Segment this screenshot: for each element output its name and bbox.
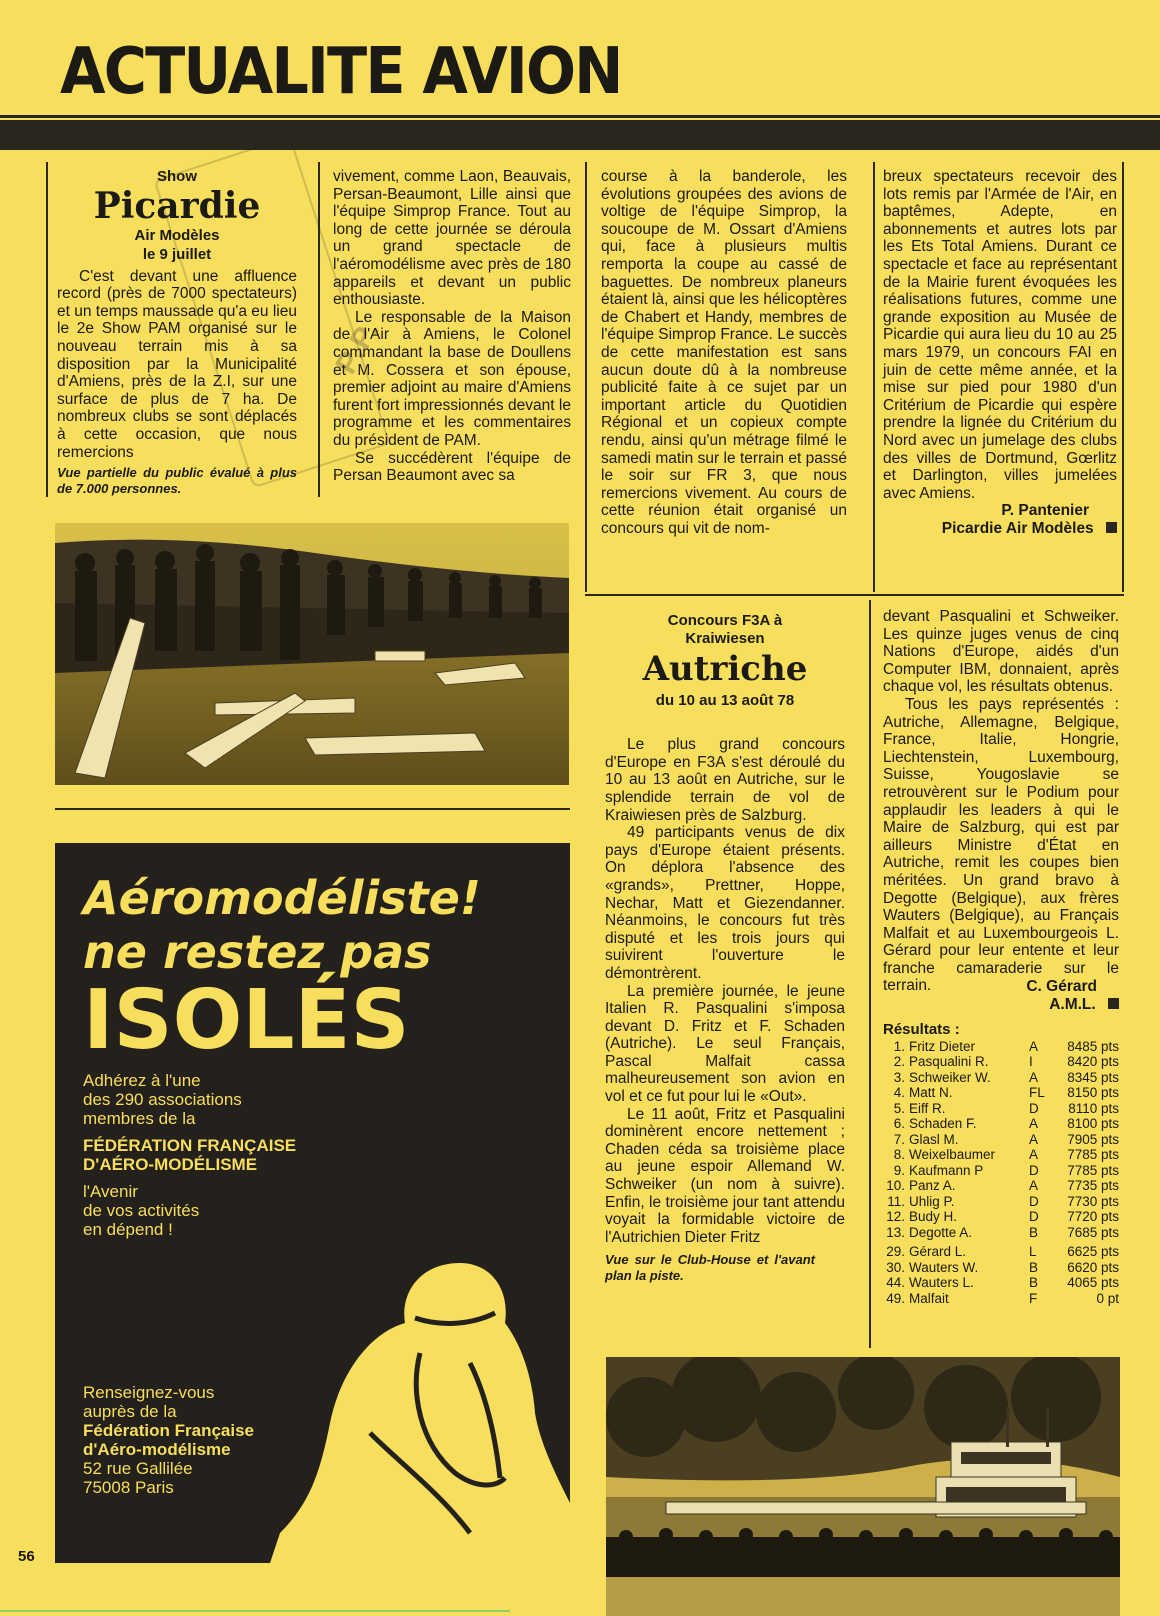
column-divider bbox=[873, 162, 875, 592]
results-rank: 3. bbox=[893, 1069, 905, 1085]
article2-paragraph: Le 11 août, Fritz et Pasqualini dominèrent encore nettement ; Chaden céda sa troisième place au jeune espoir Allemand W. Schweiker (un nom à suivre). Enfin, le troisième jour tant attendu voyait la formidable victoire de l'Autrichien Dieter Fritz bbox=[605, 1105, 845, 1246]
results-rank: 49. bbox=[886, 1290, 905, 1306]
ad-federation-name: D'AÉRO-MODÉLISME bbox=[83, 1155, 258, 1174]
results-country: A bbox=[1029, 1116, 1039, 1132]
article1-paragraph: breux spectateurs recevoir des lots remis par l'Armée de l'Air, en baptêmes, Adepte, en abonnements et autres lots par les Ets Total Amiens. Durant ce spectacle et face au représentant de la Mairie furent évoquées les réalisations futures, comme une grande exposition au Musée de Picardie qui aura lieu du 10 au 25 mars 1979, un concours FAI en juin de cette même année, et la mise sur pied pour 1980 d'un Critérium de Picardie qui espère prendre la lignée du Critérium du Nord avec un jumelage des clubs des villes de Dortmund, Gœrlitz et Darlington, villes jumelées avec Amiens. bbox=[883, 168, 1117, 502]
results-country: D bbox=[1029, 1162, 1039, 1178]
results-points: 8345 pts bbox=[1067, 1069, 1119, 1085]
results-points: 7685 pts bbox=[1067, 1224, 1119, 1240]
results-name: Uhlig P. bbox=[909, 1193, 955, 1209]
results-points: 4065 pts bbox=[1067, 1275, 1119, 1291]
results-country: D bbox=[1029, 1193, 1039, 1209]
results-name: Wauters W. bbox=[909, 1259, 979, 1275]
ad-federation-name: FÉDÉRATION FRANÇAISE bbox=[83, 1136, 297, 1155]
results-rank: 12. bbox=[886, 1209, 905, 1225]
results-name: Weixelbaumer bbox=[909, 1147, 996, 1163]
results-country: B bbox=[1029, 1224, 1039, 1240]
ad-text-line: de vos activités bbox=[83, 1201, 200, 1220]
column-divider bbox=[585, 162, 587, 592]
ad-text-line: l'Avenir bbox=[83, 1182, 138, 1201]
results-name: Pasqualini R. bbox=[909, 1054, 989, 1070]
results-name: Budy H. bbox=[909, 1209, 958, 1225]
results-country: B bbox=[1029, 1259, 1039, 1275]
results-rank: 30. bbox=[886, 1259, 905, 1275]
results-row bbox=[883, 1147, 1119, 1163]
column-divider bbox=[46, 162, 48, 497]
results-points: 6625 pts bbox=[1067, 1244, 1119, 1260]
results-points: 7785 pts bbox=[1067, 1147, 1119, 1163]
article2-kicker: Kraiwiesen bbox=[685, 629, 765, 647]
article2-title: Autriche bbox=[642, 649, 808, 690]
results-points: 8485 pts bbox=[1067, 1038, 1119, 1054]
results-rank: 5. bbox=[893, 1100, 905, 1116]
results-table bbox=[883, 1039, 1119, 1307]
watermark-text: P.P. bbox=[329, 313, 387, 380]
results-name: Panz A. bbox=[909, 1178, 956, 1194]
ad-address-line: 75008 Paris bbox=[83, 1478, 174, 1497]
results-country: I bbox=[1029, 1054, 1033, 1070]
results-row bbox=[883, 1163, 1119, 1179]
article1-author: P. Pantenier bbox=[1001, 502, 1089, 520]
results-rank: 7. bbox=[893, 1131, 905, 1147]
photo-caption: Vue partielle du public évalué à plus de 7.000 personnes. bbox=[57, 465, 297, 497]
results-name: Glasl M. bbox=[909, 1131, 959, 1147]
results-country: F bbox=[1029, 1290, 1038, 1306]
page-number: 56 bbox=[18, 1548, 35, 1565]
results-country: D bbox=[1029, 1209, 1039, 1225]
ad-text-line: en dépend ! bbox=[83, 1220, 173, 1239]
results-country: L bbox=[1029, 1244, 1037, 1260]
results-row bbox=[883, 1132, 1119, 1148]
results-name: Degotte A. bbox=[909, 1224, 973, 1240]
results-country: D bbox=[1029, 1100, 1039, 1116]
results-points: 8100 pts bbox=[1067, 1116, 1119, 1132]
results-points: 7785 pts bbox=[1067, 1162, 1119, 1178]
results-name: Matt N. bbox=[909, 1085, 953, 1101]
results-row bbox=[883, 1242, 1119, 1260]
results-points: 7730 pts bbox=[1067, 1193, 1119, 1209]
article1-column2 bbox=[333, 168, 571, 485]
article2-paragraph: 49 participants venus de dix pays d'Europe étaient présents. On déplora l'absence des «grands», Prettner, Hoppe, Nechar, Matt et Giezendanner. Néanmoins, le concours fut très disputé et les trois jours qui suivirent l'ouverture le démontrèrent. bbox=[605, 824, 845, 982]
results-row bbox=[883, 1085, 1119, 1101]
article1-column4 bbox=[883, 168, 1117, 537]
article2-paragraph: Le plus grand concours d'Europe en F3A s'est déroulé du 10 au 13 août en Autriche, sur le splendide terrain de vol de Kraiwiesen près de Salzburg. bbox=[605, 736, 845, 824]
results-row bbox=[883, 1054, 1119, 1070]
article1-paragraph: vivement, comme Laon, Beauvais, Persan-Beaumont, Lille ainsi que l'équipe Simprop France. Tout au long de cette journée se déroula un grand spectacle de l'aéromodélisme avec près de 180 appareils et devant un public enthousiaste. bbox=[333, 168, 571, 309]
sitting-figure-illustration bbox=[270, 1243, 570, 1563]
results-name: Wauters L. bbox=[909, 1275, 974, 1291]
results-name: Schaden F. bbox=[909, 1116, 977, 1132]
column-divider bbox=[869, 600, 871, 1348]
article1-club bbox=[883, 520, 1117, 538]
results-row bbox=[883, 1291, 1119, 1307]
results-points: 8150 pts bbox=[1067, 1085, 1119, 1101]
crowd-photo bbox=[55, 523, 569, 785]
bottom-rule bbox=[0, 1610, 510, 1612]
results-row bbox=[883, 1260, 1119, 1276]
results-country: A bbox=[1029, 1147, 1039, 1163]
federation-advertisement bbox=[55, 843, 570, 1563]
article1-paragraph: Se succédèrent l'équipe de Persan Beaumont avec sa bbox=[333, 449, 571, 485]
results-row bbox=[883, 1039, 1119, 1055]
results-rank: 8. bbox=[893, 1147, 905, 1163]
ad-contact-line: Renseignez-vous bbox=[83, 1383, 215, 1402]
section-title: ACTUALITE AVION bbox=[60, 35, 622, 109]
results-name: Schweiker W. bbox=[909, 1069, 991, 1085]
results-country: FL bbox=[1029, 1085, 1045, 1101]
article2-club bbox=[883, 996, 1119, 1014]
results-row bbox=[883, 1178, 1119, 1194]
results-rank: 4. bbox=[893, 1085, 905, 1101]
article1-title: Picardie bbox=[93, 184, 261, 227]
results-row bbox=[883, 1101, 1119, 1117]
ad-text-line: des 290 associations bbox=[83, 1090, 242, 1109]
article1-column1 bbox=[57, 168, 297, 497]
article1-paragraph: course à la banderole, les évolutions groupées des avions de voltige de l'équipe Simprop, la soucoupe de M. Ossart d'Amiens qui, face à plusieurs multis remporta la coupe au cassé de baguettes. De nombreux planeurs étaient là, ainsi que les hélicoptères de Chabert et Handy, membres de l'équipe Simprop France. Le succès de cette manifestation est sans aucun doute dû à la nombreuse publicité faite à ce sujet par un important article du Quotidien Régional et un copieux compte rendu, ainsi qu'un métrage filmé le samedi matin sur le terrain et passé le soir sur FR 3, que nous remercions vivement. Au cours de cette réunion était organisé un concours qui vit de nom- bbox=[601, 168, 847, 537]
results-name: Kaufmann P bbox=[909, 1162, 984, 1178]
article2-date: du 10 au 13 août 78 bbox=[655, 692, 795, 710]
results-rank: 2. bbox=[893, 1054, 905, 1070]
results-name: Gérard L. bbox=[909, 1244, 967, 1260]
results-name: Malfait bbox=[909, 1290, 949, 1306]
results-row bbox=[883, 1225, 1119, 1243]
results-points: 7720 pts bbox=[1067, 1209, 1119, 1225]
ad-contact-line: auprès de la bbox=[83, 1402, 177, 1421]
results-name: Eiff R. bbox=[909, 1100, 946, 1116]
ad-headline-line2: ne restez pas bbox=[83, 925, 432, 979]
ad-headline-line3: ISOLÉS bbox=[83, 973, 410, 1068]
ad-headline-line1: Aéromodéliste! bbox=[83, 871, 481, 925]
article1-column3 bbox=[601, 168, 847, 537]
photo-caption: Vue sur le Club-House et l'avant plan la piste. bbox=[605, 1252, 815, 1284]
article2-club-name: A.M.L. bbox=[1049, 995, 1096, 1013]
results-points: 8110 pts bbox=[1068, 1100, 1119, 1116]
results-points: 8420 pts bbox=[1067, 1054, 1119, 1070]
results-points: 7905 pts bbox=[1067, 1131, 1119, 1147]
article1-paragraph: Le responsable de la Maison de l'Air à Amiens, le Colonel commandant la base de Doullens et M. Cossera et son épouse, premier adjoint au maire d'Amiens furent fort impressionnés devant le programme et les commentaires du président de PAM. bbox=[333, 308, 571, 449]
results-points: 7735 pts bbox=[1067, 1178, 1119, 1194]
results-country: A bbox=[1029, 1069, 1039, 1085]
results-rank: 6. bbox=[893, 1116, 905, 1132]
article2-paragraph: Tous les pays représentés : Autriche, Allemagne, Belgique, France, Italie, Hongrie, Liechtenstein, Luxembourg, Suisse, Yougoslavie se retrouvèrent sur le Podium pour applaudir les leaders à qui le Maire de Salzburg, qui est par ailleurs Ministre d'État en Autriche, remit les coupes bien méritées. Un grand bravo à Degotte (Belgique), aux frères Wauters (Belgique), au Français Malfait et au Luxembourgeois L. Gérard pour leur entente et leur franche camaraderie sur le terrain. bbox=[883, 695, 1119, 995]
article2-kicker: Concours F3A à bbox=[667, 612, 783, 629]
end-mark-icon bbox=[1108, 998, 1119, 1009]
header-bar bbox=[0, 120, 1160, 150]
ad-contact-line: Fédération Française bbox=[83, 1421, 255, 1440]
article1-date: le 9 juillet bbox=[142, 245, 212, 263]
results-rank: 10. bbox=[886, 1178, 905, 1194]
results-title: Résultats : bbox=[883, 1021, 960, 1039]
article1-subtitle: Air Modèles bbox=[134, 226, 220, 244]
article2-column2 bbox=[883, 608, 1119, 1306]
results-row bbox=[883, 1275, 1119, 1291]
results-country: A bbox=[1029, 1178, 1039, 1194]
column-divider bbox=[1122, 162, 1124, 592]
results-country: A bbox=[1029, 1038, 1039, 1054]
article2-paragraph: La première journée, le jeune Italien R. Pasqualini s'imposa devant D. Fritz et F. Schaden (Autriche). Le seul Français, Pascal Malfait cassa malheureusement son avion en vol et ce fut pour lui le «Out». bbox=[605, 982, 845, 1106]
results-rank: 9. bbox=[893, 1162, 905, 1178]
article2-column1 bbox=[605, 612, 845, 1284]
article1-paragraph: C'est devant une affluence record (près de 7000 spectateurs) et un temps maussade qu'a eu lieu le 2e Show PAM organisé sur le nouveau terrain mis à sa disposition par la Municipalité d'Amiens, près de la Z.I, sur une surface de plus de 7 ha. De nombreux clubs se sont déplacés à cette occasion, que nous remercions bbox=[57, 267, 297, 461]
results-rank: 11. bbox=[887, 1193, 905, 1209]
ad-contact-line: d'Aéro-modélisme bbox=[83, 1440, 231, 1459]
results-points: 6620 pts bbox=[1067, 1259, 1119, 1275]
article2-paragraph: devant Pasqualini et Schweiker. Les quinze juges venus de cinq Nations d'Europe, aidés d'un Computer IBM, donnaient, après chaque vol, les résultats obtenus. bbox=[883, 608, 1119, 696]
end-mark-icon bbox=[1106, 522, 1117, 533]
header-rule bbox=[0, 115, 1160, 118]
results-rank: 29. bbox=[886, 1244, 905, 1260]
clubhouse-photo bbox=[606, 1357, 1120, 1616]
article2-author: C. Gérard bbox=[1026, 978, 1097, 996]
results-row bbox=[883, 1116, 1119, 1132]
results-rank: 44. bbox=[886, 1275, 905, 1291]
results-name: Fritz Dieter bbox=[909, 1038, 976, 1054]
results-country: A bbox=[1029, 1131, 1039, 1147]
section-divider bbox=[585, 594, 1124, 596]
results-row bbox=[883, 1194, 1119, 1210]
ad-address-line: 52 rue Gallilée bbox=[83, 1459, 193, 1478]
results-row bbox=[883, 1209, 1119, 1225]
results-country: B bbox=[1029, 1275, 1039, 1291]
article1-kicker: Show bbox=[157, 168, 197, 185]
section-divider bbox=[55, 808, 570, 810]
results-points: 0 pt bbox=[1096, 1290, 1119, 1306]
results-row bbox=[883, 1070, 1119, 1086]
results-rank: 13. bbox=[886, 1224, 905, 1240]
article1-club-name: Picardie Air Modèles bbox=[941, 519, 1094, 537]
ad-text-line: membres de la bbox=[83, 1109, 196, 1128]
results-rank: 1. bbox=[893, 1038, 905, 1054]
ad-text-line: Adhérez à l'une bbox=[83, 1071, 201, 1090]
